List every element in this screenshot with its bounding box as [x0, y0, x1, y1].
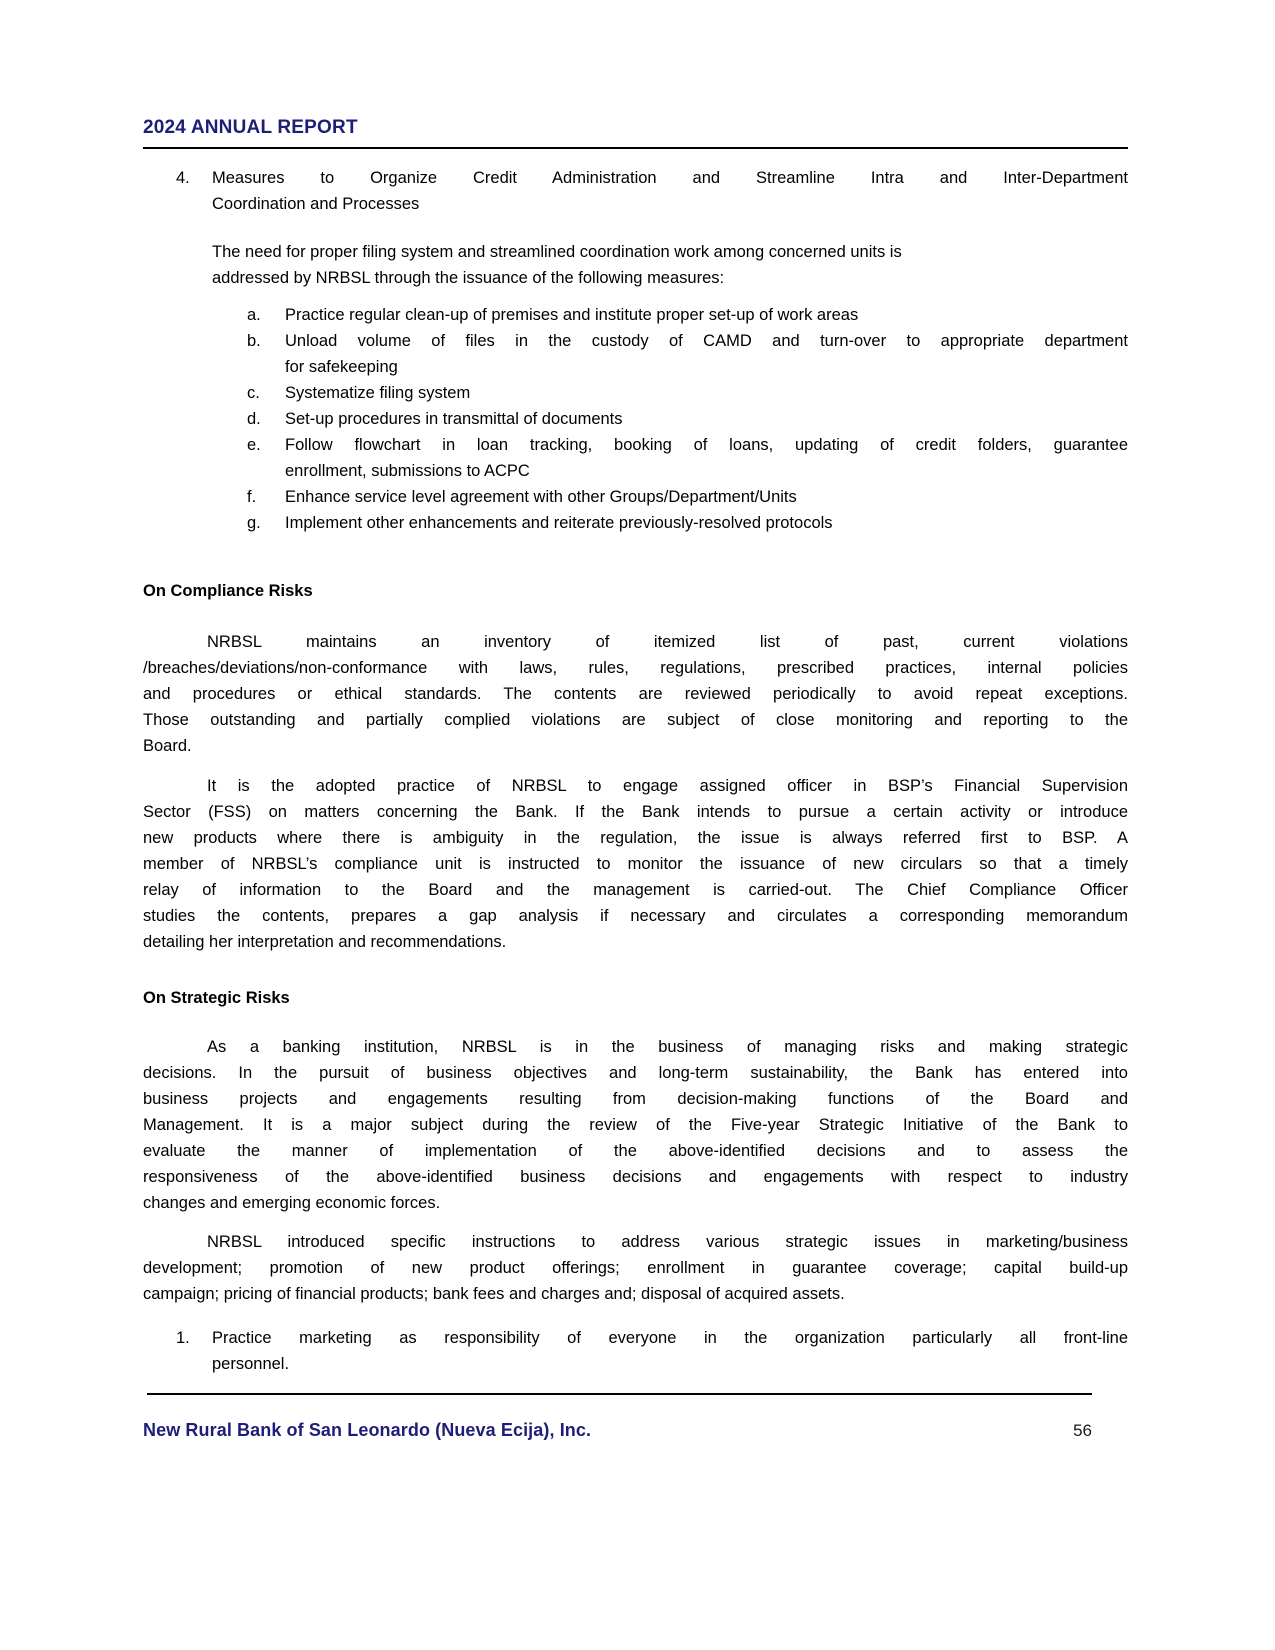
- footer-rule: [147, 1393, 1092, 1395]
- list-item: [143, 165, 1128, 217]
- text-line: /breaches/deviations/non-conformance with laws, rules, regulations, prescribed practices, internal policies: [143, 659, 1128, 677]
- text-line: decisions. In the pursuit of business objectives and long-term sustainability, the Bank has entered into: [143, 1064, 1128, 1082]
- list-item: [143, 484, 1128, 510]
- page-footer: [143, 1420, 1092, 1441]
- text-line: member of NRBSL’s compliance unit is instructed to monitor the issuance of new circulars so that a timely: [143, 855, 1128, 873]
- text-lines: [285, 380, 1128, 406]
- paragraph: [143, 1034, 1128, 1216]
- list-marker: a.: [247, 306, 261, 324]
- page-number: 56: [1073, 1421, 1092, 1440]
- list-item: [143, 406, 1128, 432]
- text-line: Practice marketing as responsibility of everyone in the organization particularly all front-line: [212, 1329, 1128, 1347]
- text-line: Implement other enhancements and reiterate previously-resolved protocols: [285, 514, 833, 532]
- text-lines: [212, 1325, 1128, 1377]
- list-item: [143, 1325, 1128, 1377]
- list-marker: f.: [247, 488, 257, 506]
- list-marker: b.: [247, 332, 261, 350]
- text-line: enrollment, submissions to ACPC: [285, 462, 530, 480]
- text-lines: [143, 1229, 1128, 1307]
- section-heading: On Compliance Risks: [143, 582, 313, 600]
- text-line: It is the adopted practice of NRBSL to engage assigned officer in BSP’s Financial Supervision: [207, 777, 1128, 795]
- text-line: Management. It is a major subject during the review of the Five-year Strategic Initiative of the Bank to: [143, 1116, 1128, 1134]
- text-line: Unload volume of files in the custody of CAMD and turn-over to appropriate department: [285, 332, 1128, 350]
- text-lines: [212, 239, 1128, 291]
- list-item: [143, 510, 1128, 536]
- list-marker: g.: [247, 514, 261, 532]
- text-line: Those outstanding and partially complied violations are subject of close monitoring and reporting to the: [143, 711, 1128, 729]
- text-line: Sector (FSS) on matters concerning the Bank. If the Bank intends to pursue a certain activity or introduce: [143, 803, 1128, 821]
- text-line: As a banking institution, NRBSL is in the business of managing risks and making strategic: [207, 1038, 1128, 1056]
- list-item: [143, 302, 1128, 328]
- section-heading: On Strategic Risks: [143, 989, 290, 1007]
- text-lines: [212, 165, 1128, 217]
- text-line: campaign; pricing of financial products; bank fees and charges and; disposal of acquired assets.: [143, 1285, 845, 1303]
- paragraph: [212, 239, 1128, 291]
- text-lines: [285, 510, 1128, 536]
- list-marker: e.: [247, 436, 261, 454]
- text-line: changes and emerging economic forces.: [143, 1194, 441, 1212]
- list-item: [143, 328, 1128, 380]
- text-lines: [143, 773, 1128, 955]
- text-line: development; promotion of new product offerings; enrollment in guarantee coverage; capital build-up: [143, 1259, 1128, 1277]
- list-marker: d.: [247, 410, 261, 428]
- text-line: Systematize filing system: [285, 384, 471, 402]
- text-line: relay of information to the Board and the management is carried-out. The Chief Compliance Officer: [143, 881, 1128, 899]
- text-lines: [285, 328, 1128, 380]
- text-lines: [285, 432, 1128, 484]
- text-line: business projects and engagements resulting from decision-making functions of the Board and: [143, 1090, 1128, 1108]
- text-line: addressed by NRBSL through the issuance of the following measures:: [212, 269, 725, 287]
- list-marker: 4.: [176, 169, 190, 187]
- text-line: for safekeeping: [285, 358, 398, 376]
- text-line: Measures to Organize Credit Administration and Streamline Intra and Inter-Department: [212, 169, 1128, 187]
- list-marker: 1.: [176, 1329, 190, 1347]
- text-line: and procedures or ethical standards. The contents are reviewed periodically to avoid repeat exceptions.: [143, 685, 1128, 703]
- bank-name: New Rural Bank of San Leonardo (Nueva Ecija), Inc.: [143, 1420, 592, 1440]
- list-marker: c.: [247, 384, 260, 402]
- text-line: studies the contents, prepares a gap analysis if necessary and circulates a corresponding memorandum: [143, 907, 1128, 925]
- text-lines: [285, 302, 1128, 328]
- paragraph: [143, 1229, 1128, 1307]
- paragraph: [143, 629, 1128, 759]
- text-lines: [285, 406, 1128, 432]
- text-line: evaluate the manner of implementation of the above-identified decisions and to assess the: [143, 1142, 1128, 1160]
- text-lines: [285, 484, 1128, 510]
- document-body: [143, 165, 1128, 1377]
- text-lines: [143, 629, 1128, 759]
- text-line: Board.: [143, 737, 192, 755]
- text-line: Set-up procedures in transmittal of documents: [285, 410, 623, 428]
- text-line: detailing her interpretation and recommendations.: [143, 933, 507, 951]
- text-line: Follow flowchart in loan tracking, booking of loans, updating of credit folders, guarantee: [285, 436, 1128, 454]
- text-line: personnel.: [212, 1355, 290, 1373]
- text-lines: [143, 1034, 1128, 1216]
- report-title: 2024 ANNUAL REPORT: [143, 117, 358, 138]
- text-line: Practice regular clean-up of premises and institute proper set-up of work areas: [285, 306, 859, 324]
- text-line: responsiveness of the above-identified business decisions and engagements with respect to industry: [143, 1168, 1128, 1186]
- text-line: Enhance service level agreement with other Groups/Department/Units: [285, 488, 797, 506]
- text-line: Coordination and Processes: [212, 195, 420, 213]
- text-line: NRBSL maintains an inventory of itemized list of past, current violations: [207, 633, 1128, 651]
- text-line: new products where there is ambiguity in the regulation, the issue is always referred first to BSP. A: [143, 829, 1128, 847]
- text-line: The need for proper filing system and streamlined coordination work among concerned units is: [212, 243, 902, 261]
- paragraph: [143, 773, 1128, 955]
- list-item: [143, 380, 1128, 406]
- list-item: [143, 432, 1128, 484]
- page-header: [143, 116, 1128, 149]
- text-line: NRBSL introduced specific instructions to address various strategic issues in marketing/business: [207, 1233, 1128, 1251]
